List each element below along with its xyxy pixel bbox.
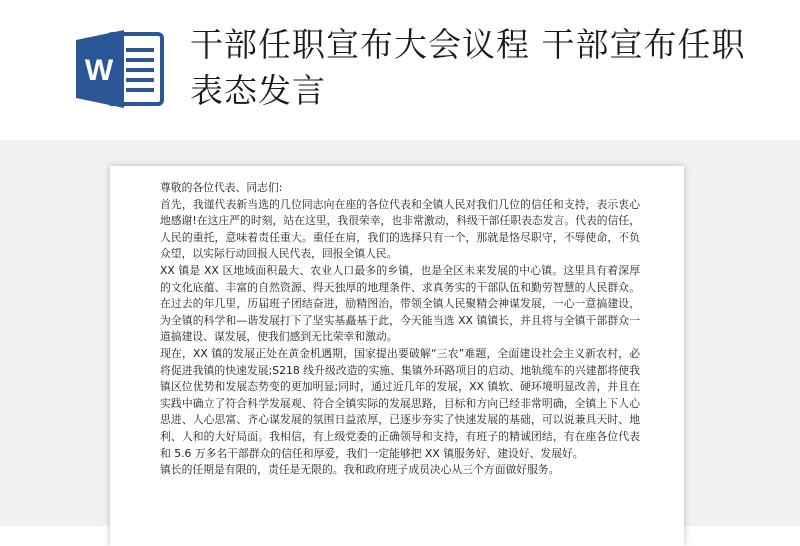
paragraph: XX 镇是 XX 区地域面积最大、农业人口最多的乡镇，也是全区未来发展的中心镇。这里具有着深厚的文化底蕴、丰富的自然资源、得天独厚的地理条件、求真务实的干部队伍和勤劳智慧的人民群众。在过去的年几里，历届班子团结奋进，励精图治，带领全镇人民聚精会神谋发展，一心一意搞建设，为全镇的科学和—谐发展打下了坚实基矗基于此，今天能当选 XX 镇镇长，并且将与全镇干部群众一道搞建设、谋发展，使我们感到无比荣幸和激动。 <box>160 263 640 344</box>
page-title: 干部任职宣布大会议程 干部宣布任职表态发言 <box>190 25 746 110</box>
salutation: 尊敬的各位代表、同志们: <box>160 181 283 194</box>
word-document-icon <box>74 28 166 110</box>
paragraph: 首先，我谨代表新当选的几位同志向在座的各位代表和全镇人民对我们几位的信任和支持，表示衷心地感谢!在这庄严的时刻，站在这里，我很荣幸，也非常激动，科级干部任职表态发言。代表的信任，人民的重托，意味着责任重大。重任在肩，我们的选择只有一个，那就是恪尽职守，不辱使命，不负众望，以实际行动回报人民代表，回报全镇人民。 <box>160 197 640 261</box>
header <box>0 0 800 140</box>
document-page[interactable] <box>110 166 684 546</box>
paragraph: 镇长的任期是有限的，责任是无限的。我和政府班子成员决心从三个方面做好服务。 <box>160 463 560 477</box>
svg-text:W: W <box>84 54 114 87</box>
paragraph: 现在，XX 镇的发展正处在黄金机遇期，国家提出要破解“三农”难题，全面建设社会主义新农村，必将促进我镇的快速发展;S218 线升级改造的实施、集镇外环路项目的启动、地轨缆车的兴建都将使我镇区位优势和发展态势变的更加明显;同时，通过近几年的发展，XX 镇软、硬环境明显改善，并且在实践中确立了符合科学发展观、符合全镇实际的发展思路，目标和方向已经非常明确，全镇上下人心思进、人心思富、齐心谋发展的氛围日益浓厚，已逐步夯实了快速发展的基础，可以说兼具天时、地利、人和的大好局面。我相信，有上级党委的正确领导和支持，有班子的精诚团结，有在座各位代表和 5.6 万多名干部群众的信任和厚爱，我们一定能够把 XX 镇服务好、建设好、发展好。 <box>160 346 640 460</box>
document-body <box>160 180 640 479</box>
